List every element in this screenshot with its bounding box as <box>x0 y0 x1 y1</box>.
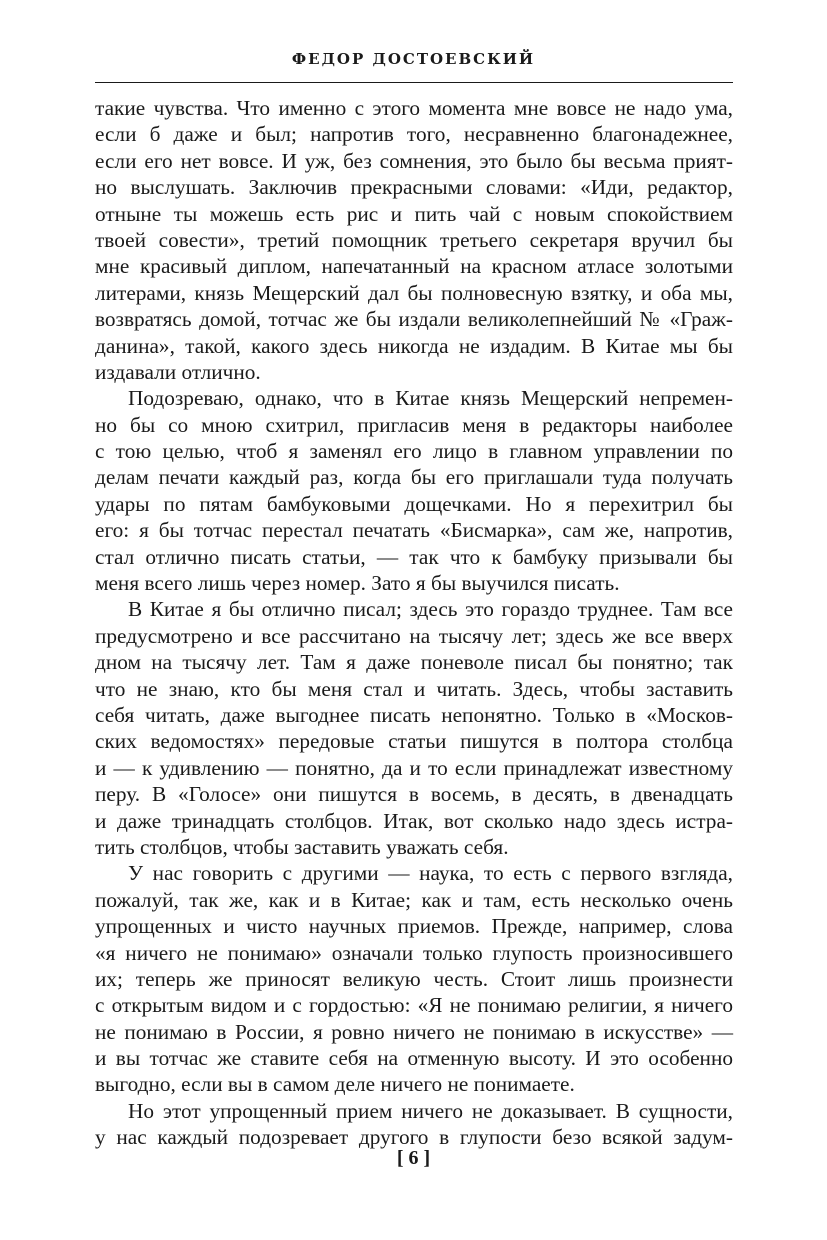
text-line: меня всего лишь через номер. Зато я бы выучился писать. <box>95 571 620 596</box>
text-line: если его нет вовсе. И уж, без сомнения, это было бы весьма прият- <box>95 148 733 173</box>
text-line: У нас говорить с другими — наука, то есть с первого взгляда, <box>128 861 733 886</box>
text-line: его: я бы тотчас перестал печатать «Бисмарка», сам же, напротив, <box>95 518 733 543</box>
text-line: не понимаю в России, я ровно ничего не понимаю в искусстве» — <box>95 1019 733 1044</box>
text-line: и вы тотчас же ставите себя на отменную высоту. И это особенно <box>95 1046 733 1071</box>
text-line: выгодно, если вы в самом деле ничего не понимаете. <box>95 1072 575 1097</box>
text-line: В Китае я бы отлично писал; здесь это гораздо труднее. Там все <box>128 597 733 622</box>
text-line: упрощенных и чисто научных приемов. Прежде, например, слова <box>95 914 733 939</box>
text-line: возвратясь домой, тотчас же бы издали великолепнейший № «Граж- <box>95 307 733 332</box>
text-line: Подозреваю, однако, что в Китае князь Мещерский непремен- <box>128 386 733 411</box>
page-number: [ 6 ] <box>396 1147 431 1169</box>
text-line: литерами, князь Мещерский дал бы полновесную взятку, и оба мы, <box>95 280 733 305</box>
text-line: издавали отлично. <box>95 359 261 384</box>
text-line: «я ничего не понимаю» означали только глупость произносившего <box>95 940 733 965</box>
text-line: ских ведомостях» передовые статьи пишутся в полтора столбца <box>95 729 733 754</box>
body-text <box>95 95 733 1151</box>
text-line: дном на тысячу лет. Там я даже поневоле писал бы понятно; так <box>95 650 733 675</box>
text-line: с тою целью, чтоб я заменял его лицо в главном управлении по <box>95 439 733 464</box>
text-line: мне красивый диплом, напечатанный на красном атласе золотыми <box>95 254 733 279</box>
running-header: ФЕДОР ДОСТОЕВСКИЙ <box>291 50 536 68</box>
text-line: если б даже и был; напротив того, несравненно благонадежнее, <box>95 122 733 147</box>
text-line: делам печати каждый раз, когда бы его приглашали туда получать <box>95 465 733 490</box>
text-line: себя читать, даже выгоднее писать непонятно. Только в «Москов- <box>95 702 733 727</box>
text-line: перу. В «Голосе» они пишутся в восемь, в десять, в двенадцать <box>95 782 733 807</box>
text-line: их; теперь же приносят великую честь. Стоит лишь произнести <box>95 966 733 991</box>
header-rule <box>95 82 733 83</box>
text-line: Но этот упрощенный прием ничего не доказывает. В сущности, <box>128 1098 733 1123</box>
text-line: тить столбцов, чтобы заставить уважать себя. <box>95 834 509 859</box>
text-line: удары по пятам бамбуковыми дощечками. Но я перехитрил бы <box>95 491 733 516</box>
text-line: и даже тринадцать столбцов. Итак, вот сколько надо здесь истра- <box>95 808 733 833</box>
text-line: такие чувства. Что именно с этого момента мне вовсе не надо ума, <box>95 96 733 120</box>
text-line: стал отлично писать статьи, — так что к бамбуку призывали бы <box>95 544 733 569</box>
text-line: но бы со мною схитрил, пригласив меня в редакторы наиболее <box>95 412 733 437</box>
text-line: с открытым видом и с гордостью: «Я не понимаю религии, я ничего <box>95 993 733 1018</box>
text-line: пожалуй, так же, как и в Китае; как и там, есть несколько очень <box>95 887 733 912</box>
text-line: твоей совести», третий помощник третьего секретаря вручил бы <box>95 227 733 252</box>
text-line: у нас каждый подозревает другого в глупости безо всякой задум- <box>95 1125 733 1150</box>
text-line: что не знаю, кто бы меня стал и читать. Здесь, чтобы заставить <box>95 676 733 701</box>
text-line: данина», такой, какого здесь никогда не издадим. В Китае мы бы <box>95 333 733 358</box>
text-line: и — к удивлению — понятно, да и то если принадлежат известному <box>95 755 733 780</box>
text-line: но выслушать. Заключив прекрасными словами: «Иди, редактор, <box>95 175 733 200</box>
text-line: отныне ты можешь есть рис и пить чай с новым спокойствием <box>95 201 733 226</box>
text-line: предусмотрено и все рассчитано на тысячу лет; здесь же все вверх <box>95 623 733 648</box>
